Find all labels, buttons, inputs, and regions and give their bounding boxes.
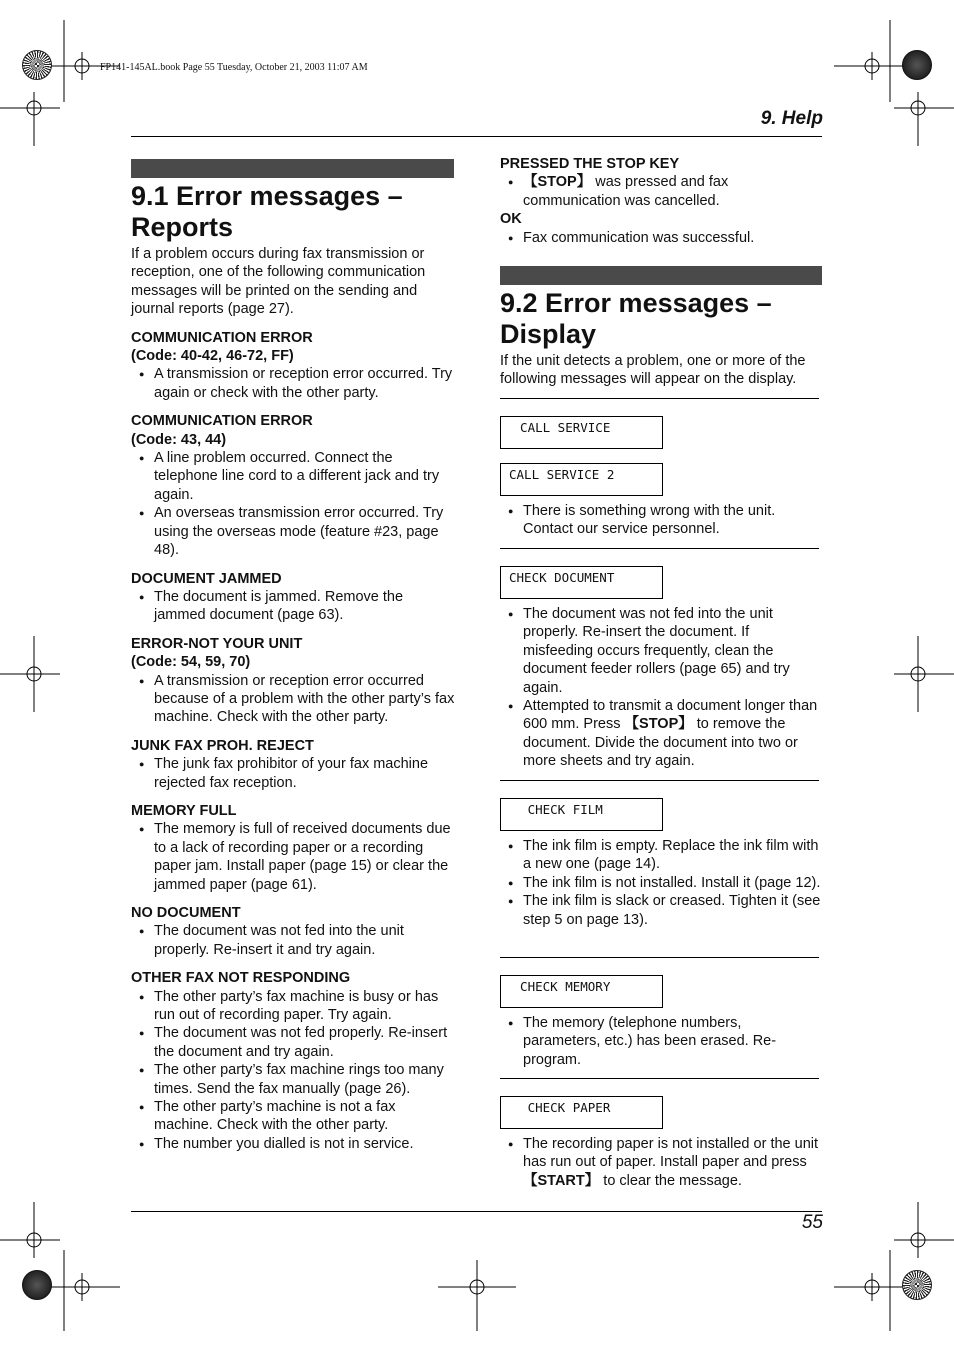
page-title: 9.1 Error messages – Reports (131, 181, 403, 242)
section-label: 9. Help (760, 108, 823, 129)
registration-sun-icon (22, 50, 52, 80)
error-entry (131, 635, 456, 727)
check-film-notes (500, 837, 822, 929)
entry-heading: MEMORY FULL (131, 802, 237, 819)
entry-code: (Code: 40-42, 46-72, FF) (131, 348, 294, 365)
separator (500, 548, 819, 549)
entry-code: (Code: 43, 44) (131, 431, 227, 448)
entry-heading: OK (500, 211, 522, 228)
list-item: ● The document was not fed into the unit properly. Re-insert the document. If misfeeding occurs frequently, clean the document feeder rollers (page 65) and try again. (500, 605, 822, 697)
header-rule (131, 136, 822, 137)
list-item: ● Fax communication was successful. (500, 229, 822, 247)
list-item: ● The memory (telephone numbers, parameters, etc.) has been erased. Re-program. (500, 1014, 822, 1069)
list-item: ● The ink film is slack or creased. Tighten it (see step 5 on page 13). (500, 892, 822, 929)
check-paper-notes (500, 1135, 822, 1190)
display-message-check-document: CHECK DOCUMENT (500, 566, 663, 599)
display-message-call-service: CALL SERVICE (500, 416, 663, 449)
right-column-top (500, 155, 822, 247)
separator (500, 398, 819, 399)
page-number: 55 (801, 1212, 823, 1233)
entry-heading: JUNK FAX PROH. REJECT (131, 737, 314, 754)
entry-heading: PRESSED THE STOP KEY (500, 156, 680, 172)
list-item: ● The other party’s fax machine is busy or has run out of recording paper. Try again. (131, 988, 456, 1025)
entry-heading: DOCUMENT JAMMED (131, 570, 282, 587)
list-item: ● There is something wrong with the unit. Contact our service personnel. (500, 502, 822, 539)
check-document-notes (500, 605, 822, 771)
display-message-call-service-2: CALL SERVICE 2 (500, 463, 663, 496)
section-bar (500, 266, 822, 285)
list-item: ● A line problem occurred. Connect the telephone line cord to a different jack and try again. (131, 449, 456, 504)
display-message-check-film: CHECK FILM (500, 798, 663, 831)
entry-heading: COMMUNICATION ERROR (131, 413, 313, 430)
list-item: ● The junk fax prohibitor of your fax machine rejected fax reception. (131, 755, 456, 792)
start-key-label: 【START】 (523, 1172, 600, 1189)
separator (500, 1078, 819, 1079)
error-entry (131, 329, 456, 403)
footer-rule (131, 1211, 822, 1212)
list-item: ● The document is jammed. Remove the jammed document (page 63). (131, 588, 456, 625)
list-item: ● The number you dialled is not in service. (131, 1135, 456, 1153)
error-entry (131, 570, 456, 625)
section-bar (131, 159, 454, 178)
list-item: ● A transmission or reception error occurred because of a problem with the other party’s fax machine. Check with the other party. (131, 672, 456, 727)
display-intro: If the unit detects a problem, one or more of the following messages will appear on the display. (500, 353, 806, 388)
left-column (131, 245, 456, 1153)
list-item: ● The memory is full of received documents due to a lack of recording paper or a recording paper jam. Install paper (page 15) or clear the jammed paper (page 61). (131, 820, 456, 894)
entry-heading: NO DOCUMENT (131, 905, 241, 921)
list-item: ● The recording paper is not installed or the unit has run out of paper. Install paper and press 【START】 to clear the message. (500, 1135, 822, 1190)
list-item: ● Attempted to transmit a document longer than 600 mm. Press 【STOP】 to remove the document. Divide the document into two or more sheets and try again. (500, 697, 822, 771)
error-entry (131, 737, 456, 792)
stop-key-label: 【STOP】 (523, 174, 592, 191)
separator (500, 957, 819, 958)
list-item: ● The other party’s machine is not a fax machine. Check with the other party. (131, 1098, 456, 1135)
error-entry (131, 904, 456, 959)
display-message-check-memory: CHECK MEMORY (500, 975, 663, 1008)
stop-key-label: 【STOP】 (624, 716, 693, 733)
call-service-notes (500, 502, 822, 539)
registration-sun-icon (902, 50, 932, 80)
list-item: ● The ink film is empty. Replace the ink film with a new one (page 14). (500, 837, 822, 874)
entry-heading: OTHER FAX NOT RESPONDING (131, 970, 351, 987)
entry-heading: ERROR-NOT YOUR UNIT (131, 635, 303, 652)
error-entry (131, 802, 456, 894)
error-entry (131, 412, 456, 559)
registration-sun-icon (22, 1270, 52, 1300)
section-title: 9.2 Error messages – Display (500, 288, 772, 349)
display-message-check-paper: CHECK PAPER (500, 1096, 663, 1129)
list-item: ● A transmission or reception error occurred. Try again or check with the other party. (131, 365, 456, 402)
error-entry (131, 969, 456, 1153)
print-file-info: FP141-145AL.book Page 55 Tuesday, October 21, 2003 11:07 AM (100, 62, 368, 73)
list-item: ● The document was not fed into the unit properly. Re-insert it and try again. (131, 922, 456, 959)
list-item: ● The ink film is not installed. Install it (page 12). (500, 874, 822, 892)
list-item: ● The document was not fed properly. Re-insert the document and try again. (131, 1024, 456, 1061)
entry-code: (Code: 54, 59, 70) (131, 654, 251, 671)
check-memory-notes (500, 1014, 822, 1069)
separator (500, 780, 819, 781)
intro-paragraph: If a problem occurs during fax transmission or reception, one of the following communication messages will be printed on the sending and journal reports (page 27). (131, 246, 426, 318)
entry-heading: COMMUNICATION ERROR (131, 329, 313, 346)
registration-sun-icon (902, 1270, 932, 1300)
list-item: ● An overseas transmission error occurred. Try using the overseas mode (feature #23, page 48). (131, 504, 456, 559)
list-item: ● The other party’s fax machine rings too many times. Send the fax manually (page 26). (131, 1061, 456, 1098)
list-item: ● 【STOP】 was pressed and fax communication was cancelled. (500, 173, 822, 210)
